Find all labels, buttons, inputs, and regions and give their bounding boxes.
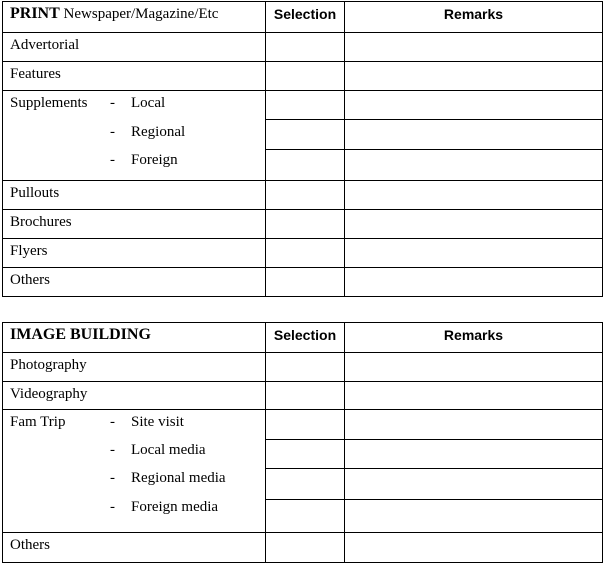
bullet-dash: -: [110, 470, 115, 486]
image-remarks-header: Remarks: [345, 323, 603, 353]
row-label-features: Features: [3, 62, 266, 91]
row-label-photography: Photography: [3, 353, 266, 382]
bullet-dash: -: [110, 414, 115, 430]
table-row: [3, 91, 603, 120]
print-table: [2, 1, 603, 297]
supplement-foreign: Foreign: [131, 152, 178, 168]
row-label-brochures: Brochures: [3, 210, 266, 239]
row-label-others: Others: [3, 268, 266, 297]
selection-cell[interactable]: [266, 382, 345, 410]
selection-cell[interactable]: [266, 533, 345, 563]
bullet-dash: -: [110, 152, 115, 168]
image-selection-header: Selection: [266, 323, 345, 353]
remarks-cell[interactable]: [345, 33, 603, 62]
print-remarks-header: Remarks: [345, 2, 603, 33]
table-row: [3, 533, 603, 563]
selection-cell[interactable]: [266, 120, 345, 150]
print-category-rest: Newspaper/Magazine/Etc: [59, 6, 219, 22]
fam-trip-label-line: [10, 413, 184, 431]
fam-trip-foreign-media: Foreign media: [131, 499, 219, 515]
selection-cell[interactable]: [266, 353, 345, 382]
row-label-flyers: Flyers: [3, 239, 266, 268]
remarks-cell[interactable]: [345, 469, 603, 500]
bullet-dash: -: [110, 499, 115, 515]
print-category-header: [3, 2, 266, 33]
row-label-supplements: [3, 91, 266, 181]
selection-cell[interactable]: [266, 181, 345, 210]
table-row: [3, 239, 603, 268]
remarks-cell[interactable]: [345, 210, 603, 239]
selection-cell[interactable]: [266, 410, 345, 440]
fam-trip-label: Fam Trip: [10, 414, 66, 430]
fam-trip-local-media: Local media: [131, 442, 206, 458]
supplement-regional: Regional: [131, 124, 186, 140]
bullet-dash: -: [110, 95, 115, 111]
row-label-pullouts: Pullouts: [3, 181, 266, 210]
selection-cell[interactable]: [266, 150, 345, 181]
remarks-cell[interactable]: [345, 410, 603, 440]
remarks-cell[interactable]: [345, 181, 603, 210]
selection-cell[interactable]: [266, 500, 345, 533]
image-category-header: IMAGE BUILDING: [3, 323, 266, 353]
row-label-fam-trip: [3, 410, 266, 533]
supplements-label: Supplements: [10, 95, 88, 111]
table-row: [3, 353, 603, 382]
remarks-cell[interactable]: [345, 353, 603, 382]
table-row: [3, 410, 603, 440]
image-building-table: [2, 322, 603, 563]
table-row: [3, 33, 603, 62]
bullet-dash: -: [110, 124, 115, 140]
remarks-cell[interactable]: [345, 120, 603, 150]
remarks-cell[interactable]: [345, 239, 603, 268]
print-category-bold: PRINT: [10, 5, 60, 22]
table-row: [3, 62, 603, 91]
remarks-cell[interactable]: [345, 382, 603, 410]
selection-cell[interactable]: [266, 440, 345, 469]
remarks-cell[interactable]: [345, 268, 603, 297]
supplement-local: Local: [131, 95, 166, 111]
row-label-image-others: Others: [3, 533, 266, 563]
remarks-cell[interactable]: [345, 500, 603, 533]
selection-cell[interactable]: [266, 268, 345, 297]
remarks-cell[interactable]: [345, 150, 603, 181]
table-row: [3, 210, 603, 239]
print-header-row: [3, 2, 603, 33]
fam-trip-site-visit: Site visit: [131, 414, 184, 430]
row-label-videography: Videography: [3, 382, 266, 410]
table-row: [3, 268, 603, 297]
supplements-label-line: [10, 94, 166, 112]
selection-cell[interactable]: [266, 62, 345, 91]
selection-cell[interactable]: [266, 210, 345, 239]
table-row: [3, 382, 603, 410]
row-label-advertorial: Advertorial: [3, 33, 266, 62]
print-selection-header: Selection: [266, 2, 345, 33]
remarks-cell[interactable]: [345, 91, 603, 120]
selection-cell[interactable]: [266, 239, 345, 268]
fam-trip-regional-media: Regional media: [131, 470, 226, 486]
remarks-cell[interactable]: [345, 62, 603, 91]
bullet-dash: -: [110, 442, 115, 458]
selection-cell[interactable]: [266, 469, 345, 500]
table-row: [3, 181, 603, 210]
remarks-cell[interactable]: [345, 440, 603, 469]
selection-cell[interactable]: [266, 33, 345, 62]
selection-cell[interactable]: [266, 91, 345, 120]
image-header-row: [3, 323, 603, 353]
remarks-cell[interactable]: [345, 533, 603, 563]
